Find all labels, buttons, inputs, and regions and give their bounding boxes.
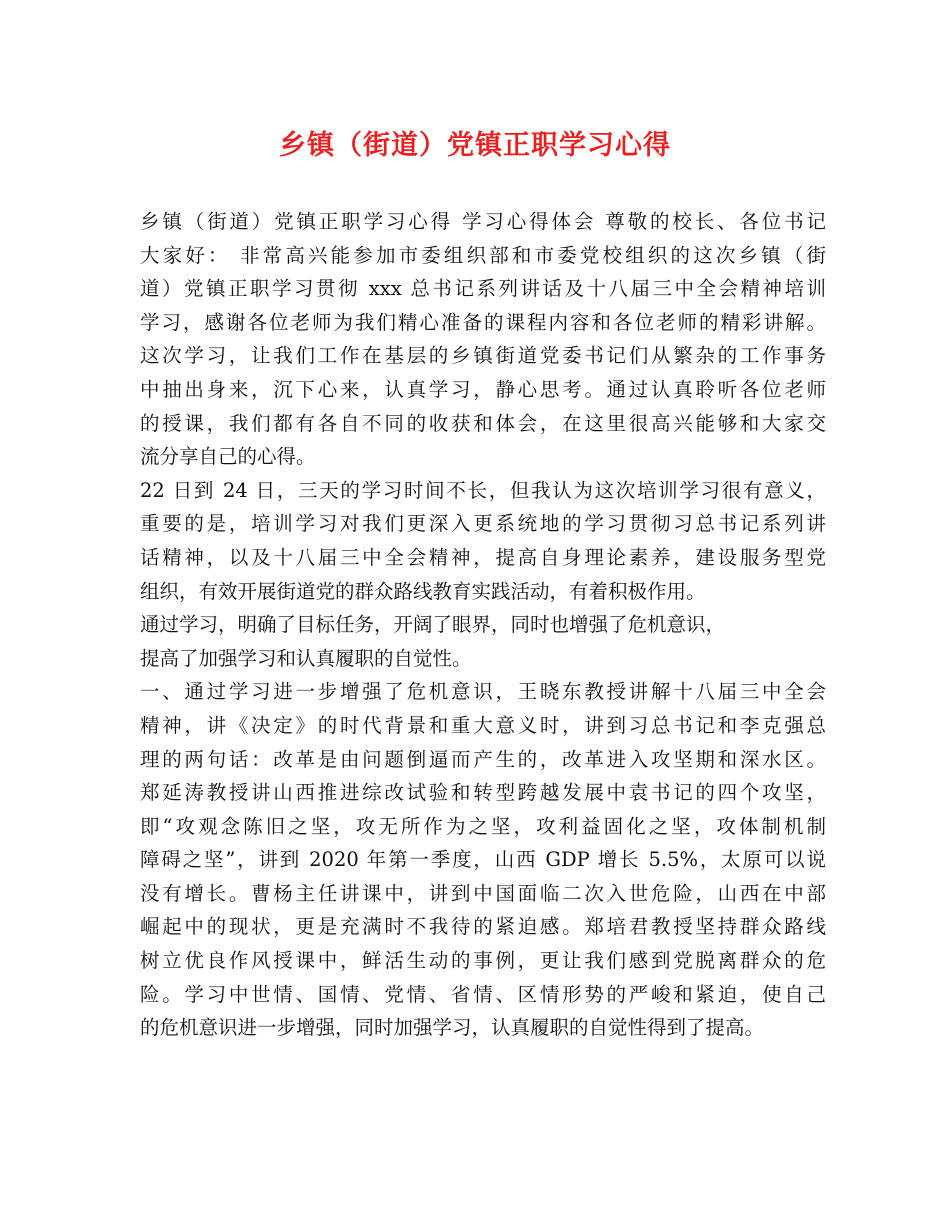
document-title: 乡镇（街道）党镇正职学习心得 [279,130,671,161]
text-line: 障碍之坚”，讲到 2020 年第一季度，山西 GDP 增长 5.5%，太原可以说 [140,848,826,872]
text-line: 崛起中的现状，更是充满时不我待的紧迫感。郑培君教授坚持群众路线 [140,915,826,939]
text-line: 的危机意识进一步增强，同时加强学习，认真履职的自觉性得到了提高。 [140,1016,765,1040]
text-line: 话精神，以及十八届三中全会精神，提高自身理论素养，建设服务型党 [140,545,826,569]
text-line: 中抽出身来，沉下心来，认真学习，静心思考。通过认真聆听各位老师 [140,377,826,401]
text-line: 流分享自己的心得。 [140,445,316,469]
text-line: 乡镇（街道）党镇正职学习心得 学习心得体会 尊敬的校长、各位书记 [140,210,826,233]
text-line: 重要的是，培训学习对我们更深入更系统地的学习贯彻习总书记系列讲 [140,512,826,536]
text-line: 即“攻观念陈旧之坚，攻无所作为之坚，攻利益固化之坚，攻体制机制 [140,814,826,838]
text-line: 22 日到 24 日，三天的学习时间不长，但我认为这次培训学习很有意义， [140,478,826,502]
text-line: 学习，感谢各位老师为我们精心准备的课程内容和各位老师的精彩讲解。 [140,310,826,334]
text-line: 精神，讲《决定》的时代背景和重大意义时，讲到习总书记和李克强总 [140,713,826,737]
text-line: 没有增长。曹杨主任讲课中，讲到中国面临二次入世危险，山西在中部 [140,881,826,905]
text-line: 一、通过学习进一步增强了危机意识，王晓东教授讲解十八届三中全会 [140,680,826,704]
text-line: 提高了加强学习和认真履职的自觉性。 [140,646,472,670]
paragraph-section-one [140,675,826,1045]
text-line: 大家好： 非常高兴能参加市委组织部和市委党校组织的这次乡镇（街 [140,243,826,267]
text-line: 的授课，我们都有各自不同的收获和体会，在这里很高兴能够和大家交 [140,411,826,435]
document-body [140,205,826,1045]
text-line: 组织，有效开展街道党的群众路线教育实践活动，有着积极作用。 [140,579,706,603]
paragraph-intro [140,205,826,474]
text-line: 郑延涛教授讲山西推进综改试验和转型跨越发展中袁书记的四个攻坚， [140,781,826,805]
paragraph-summary [140,608,826,675]
text-line: 这次学习，让我们工作在基层的乡镇街道党委书记们从繁杂的工作事务 [140,344,826,368]
text-line: 通过学习，明确了目标任务，开阔了眼界，同时也增强了危机意识， [140,613,726,637]
text-line: 道）党镇正职学习贯彻 xxx 总书记系列讲话及十八届三中全会精神培训 [140,277,826,301]
text-line: 险。学习中世情、国情、党情、省情、区情形势的严峻和紧迫，使自己 [140,982,826,1006]
text-line: 理的两句话：改革是由问题倒逼而产生的，改革进入攻坚期和深水区。 [140,747,826,771]
text-line: 树立优良作风授课中，鲜活生动的事例，更让我们感到党脱离群众的危 [140,949,826,973]
paragraph-training [140,474,826,608]
